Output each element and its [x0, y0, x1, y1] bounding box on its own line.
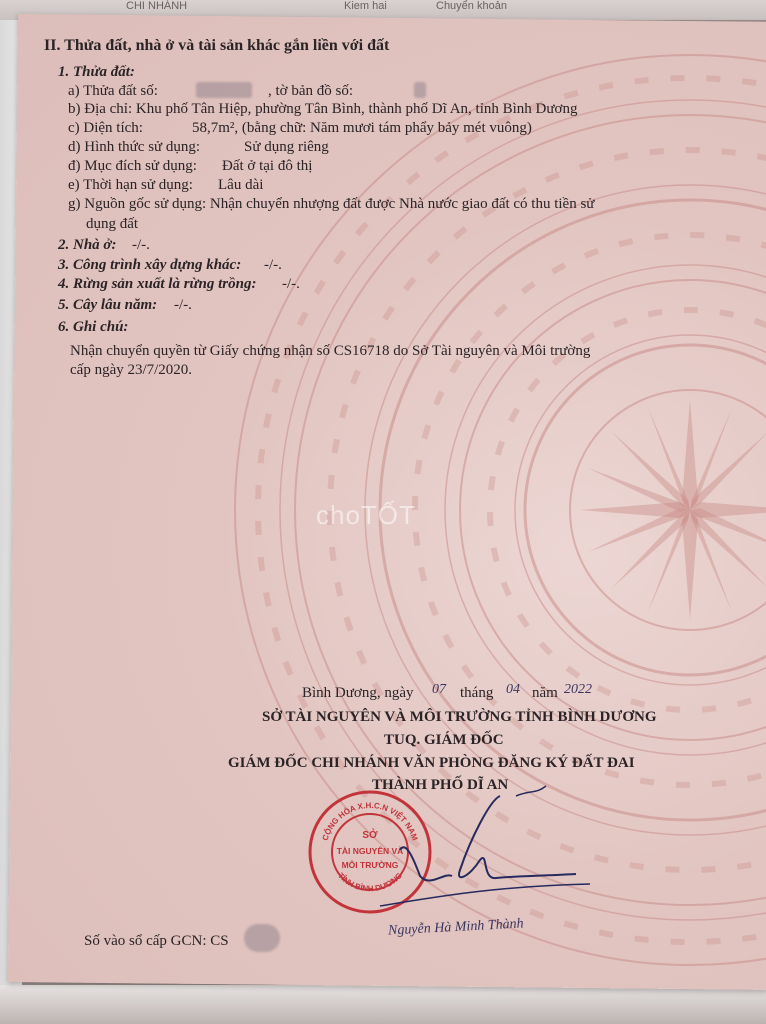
land-purpose-value: Đất ở tại đô thị: [222, 158, 313, 174]
seal-ring-text: CỘNG HÒA X.H.C.N VIỆT NAM: [320, 800, 420, 842]
land-map-label: , tờ bản đồ số:: [268, 83, 354, 99]
land-origin-line-2: dụng đất: [86, 216, 139, 232]
land-term-value: Lâu dài: [218, 177, 264, 193]
forest-label: 4. Rừng sản xuất là rừng trồng:: [58, 276, 257, 292]
house-value: -/-.: [132, 237, 150, 253]
land-address: b) Địa chỉ: Khu phố Tân Hiệp, phường Tân Bình, thành phố Dĩ An, tỉnh Bình Dương: [68, 101, 578, 117]
construction-value: -/-.: [264, 257, 282, 273]
section-title: II. Thửa đất, nhà ở và tài sản khác gắn liền với đất: [44, 37, 390, 54]
background-text-right-2: Chuyển khoản: [436, 0, 507, 12]
registry-number-label: Số vào sổ cấp GCN: CS: [84, 933, 229, 949]
forest-value: -/-.: [282, 276, 300, 292]
redacted-map-number: [414, 82, 426, 98]
issue-day: 07: [432, 682, 446, 697]
signature-authority: TUQ. GIÁM ĐỐC: [384, 732, 504, 748]
trees-label: 5. Cây lâu năm:: [58, 297, 158, 313]
signer-office-city: THÀNH PHỐ DĨ AN: [372, 777, 509, 793]
background-bottom-paper: [0, 985, 766, 1024]
notes-label: 6. Ghi chú:: [58, 319, 129, 335]
notes-line-2: cấp ngày 23/7/2020.: [70, 362, 193, 378]
seal-center-line-2: TÀI NGUYÊN VÀ: [336, 846, 404, 856]
land-usage-form-value: Sử dụng riêng: [244, 139, 329, 155]
issue-year-label: năm: [532, 685, 558, 701]
land-area-label: c) Diện tích:: [68, 120, 143, 136]
issue-month: 04: [506, 682, 520, 697]
seal-bottom-text: TỈNH BÌNH DƯƠNG: [336, 871, 404, 894]
land-area-value: 58,7m², (bằng chữ: Năm mươi tám phẩy bảy mét vuông): [192, 120, 532, 136]
land-usage-form-label: d) Hình thức sử dụng:: [68, 139, 201, 155]
land-heading: 1. Thửa đất:: [58, 64, 135, 80]
handwritten-signature: [340, 777, 600, 920]
redacted-registry-number: [244, 924, 280, 952]
issue-place-label: Bình Dương, ngày: [302, 685, 414, 701]
house-label: 2. Nhà ở:: [58, 237, 117, 253]
land-purpose-label: đ) Mục đích sử dụng:: [68, 158, 197, 174]
issuing-organization: SỞ TÀI NGUYÊN VÀ MÔI TRƯỜNG TỈNH BÌNH DƯƠNG: [262, 709, 657, 725]
issue-month-label: tháng: [460, 685, 494, 701]
signer-title: GIÁM ĐỐC CHI NHÁNH VĂN PHÒNG ĐĂNG KÝ ĐẤT ĐAI: [228, 755, 635, 771]
notes-line-1: Nhận chuyển quyền từ Giấy chứng nhận số CS16718 do Sở Tài nguyên và Môi trường: [70, 343, 591, 359]
construction-label: 3. Công trình xây dựng khác:: [58, 257, 242, 273]
land-origin-line-1: g) Nguồn gốc sử dụng: Nhận chuyển nhượng đất được Nhà nước giao đất có thu tiền sử: [68, 196, 595, 212]
redacted-parcel-number: [196, 82, 252, 98]
background-text-right-1: Kiem hai: [344, 0, 387, 12]
land-parcel-label: a) Thửa đất số:: [68, 83, 158, 99]
background-text-left: CHI NHÁNH: [126, 0, 188, 12]
land-term-label: e) Thời hạn sử dụng:: [68, 177, 193, 193]
trees-value: -/-.: [174, 297, 192, 313]
signer-name: Nguyễn Hà Minh Thành: [387, 916, 524, 939]
seal-center-line-1: SỞ: [362, 830, 378, 841]
seal-center-line-3: MÔI TRƯỜNG: [341, 860, 399, 870]
issue-year: 2022: [564, 682, 592, 697]
watermark: choTỐT: [316, 500, 416, 530]
